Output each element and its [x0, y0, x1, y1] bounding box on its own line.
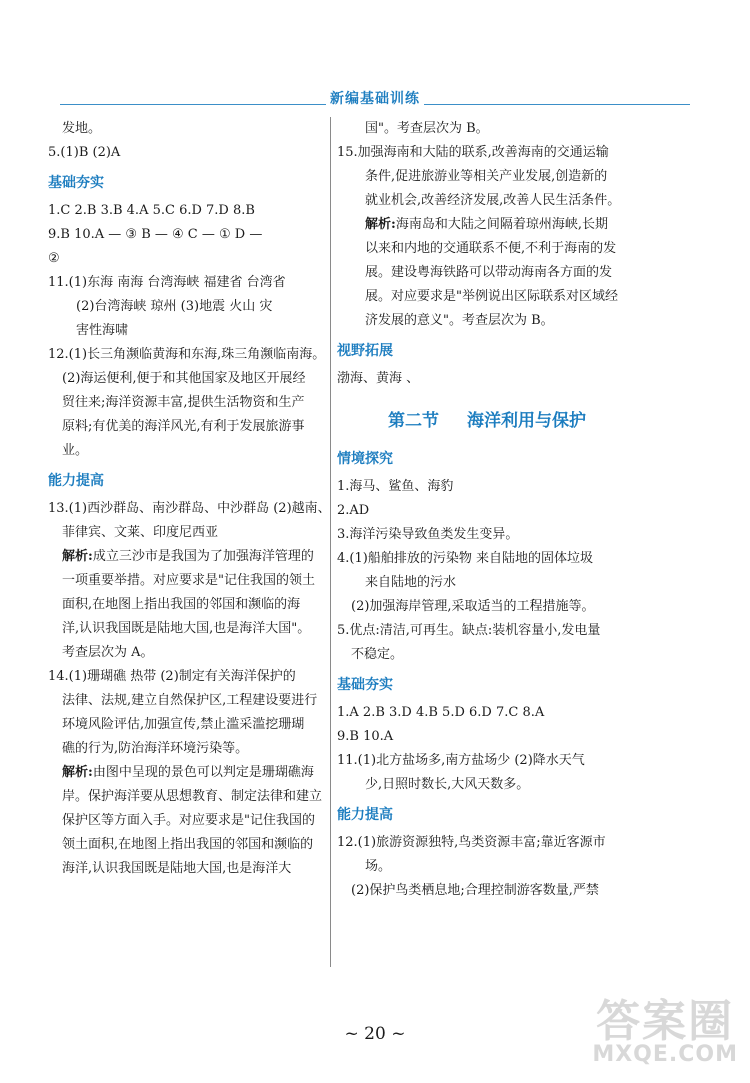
chapter-title: [337, 409, 637, 433]
text-line: 岸。保护海洋要从思想教育、制定法律和建立: [62, 789, 323, 804]
text-line: 法律、法规,建立自然保护区,工程建设要进行: [62, 693, 318, 708]
section-heading: 能力提高: [337, 807, 393, 823]
analysis-label: 解析:: [62, 549, 93, 564]
text-line: 13.(1)西沙群岛、南沙群岛、中沙群岛 (2)越南、: [48, 501, 331, 516]
left-column: [48, 117, 331, 881]
analysis-label: 解析:: [62, 765, 93, 780]
text-line: 少,日照时数长,大风天数多。: [365, 777, 530, 792]
page-header: [0, 88, 750, 112]
text-line: 14.(1)珊瑚礁 热带 (2)制定有关海洋保护的: [48, 669, 296, 684]
section-heading: 能力提高: [48, 473, 104, 489]
watermark-logo-text: 答案圈: [596, 996, 735, 1047]
text-line: 3.海洋污染导致鱼类发生变异。: [337, 527, 519, 542]
text-line: (2)海运便利,便于和其他国家及地区开展经: [62, 371, 306, 386]
section-heading: 基础夯实: [337, 677, 393, 693]
text-line: 业。: [62, 443, 89, 458]
analysis-text: 海南岛和大陆之间隔着琼州海峡,长期: [395, 217, 608, 232]
text-line: 礁的行为,防治海洋环境污染等。: [62, 741, 249, 756]
site-watermark: [592, 996, 738, 1067]
text-line: 12.(1)旅游资源独特,鸟类资源丰富;靠近客源市: [337, 835, 606, 850]
text-line: 9.B 10.A — ③ B — ④ C — ① D —: [48, 227, 263, 242]
text-line: (2)台湾海峡 琼州 (3)地震 火山 灾: [76, 299, 273, 314]
text-line: 2.AD: [337, 503, 370, 518]
text-line: 场。: [365, 859, 392, 874]
text-line: 一项重要举措。对应要求是"记住我国的领土: [62, 573, 315, 588]
text-line: 1.A 2.B 3.D 4.B 5.D 6.D 7.C 8.A: [337, 705, 545, 720]
text-line: 环境风险评估,加强宣传,禁止滥采滥挖珊瑚: [62, 717, 305, 732]
text-line: 济发展的意义"。考查层次为 B。: [365, 313, 554, 328]
text-line: (2)保护鸟类栖息地;合理控制游客数量,严禁: [351, 883, 599, 898]
analysis-line: [337, 213, 637, 237]
text-line: 1.海马、鲨鱼、海豹: [337, 479, 454, 494]
text-line: 海洋,认识我国既是陆地大国,也是海洋大: [62, 861, 292, 876]
text-line: 11.(1)东海 南海 台湾海峡 福建省 台湾省: [48, 275, 286, 290]
text-line: 不稳定。: [351, 647, 404, 662]
header-title: 新编基础训练: [326, 88, 424, 108]
text-line: 4.(1)船舶排放的污染物 来自陆地的固体垃圾: [337, 551, 593, 566]
analysis-label: 解析:: [365, 217, 396, 232]
column-divider: [330, 117, 331, 967]
analysis-line: [48, 761, 328, 785]
text-line: 保护区等方面入手。对应要求是"记住我国的: [62, 813, 315, 828]
analysis-text: 成立三沙市是我国为了加强海洋管理的: [92, 549, 314, 564]
text-line: 国"。考查层次为 B。: [365, 121, 489, 136]
text-line: 展。建设粤海铁路可以带动海南各方面的发: [365, 265, 613, 280]
text-line: 5.(1)B (2)A: [48, 145, 121, 160]
text-line: (2)加强海岸管理,采取适当的工程措施等。: [351, 599, 595, 614]
text-line: 害性海啸: [76, 323, 129, 338]
chapter-number: 第二节: [388, 411, 439, 431]
text-line: 发地。: [62, 121, 102, 136]
section-heading: 视野拓展: [337, 343, 393, 359]
section-heading: 基础夯实: [48, 175, 104, 191]
text-line: 考查层次为 A。: [62, 645, 154, 660]
text-line: ②: [48, 251, 60, 266]
text-line: 12.(1)长三角濒临黄海和东海,珠三角濒临南海。: [48, 347, 326, 362]
text-line: 以来和内地的交通联系不便,不利于海南的发: [365, 241, 617, 256]
text-line: 面积,在地图上指出我国的邻国和濒临的海: [62, 597, 301, 612]
page-number: ~ 20 ~: [344, 1024, 406, 1044]
text-line: 11.(1)北方盐场多,南方盐场少 (2)降水天气: [337, 753, 585, 768]
text-line: 5.优点:清洁,可再生。缺点:装机容量小,发电量: [337, 623, 601, 638]
text-line: 1.C 2.B 3.B 4.A 5.C 6.D 7.D 8.B: [48, 203, 255, 218]
text-line: 就业机会,改善经济发展,改善人民生活条件。: [365, 193, 621, 208]
text-line: 菲律宾、文莱、印度尼西亚: [62, 525, 219, 540]
right-column: [337, 117, 637, 903]
text-line: 9.B 10.A: [337, 729, 394, 744]
text-line: 领土面积,在地图上指出我国的邻国和濒临的: [62, 837, 314, 852]
text-line: 来自陆地的污水: [365, 575, 457, 590]
text-line: 洋,认识我国既是陆地大国,也是海洋大国"。: [62, 621, 311, 636]
text-line: 原料;有优美的海洋风光,有利于发展旅游事: [62, 419, 305, 434]
chapter-name: 海洋利用与保护: [467, 411, 586, 431]
text-line: 渤海、黄海 、: [337, 371, 420, 386]
section-heading: 情境探究: [337, 451, 393, 467]
text-line: 15.加强海南和大陆的联系,改善海南的交通运输: [337, 145, 609, 160]
analysis-text: 由图中呈现的景色可以判定是珊瑚礁海: [92, 765, 314, 780]
watermark-url: MXQE.COM: [592, 1042, 738, 1067]
text-line: 贸往来;海洋资源丰富,提供生活物资和生产: [62, 395, 305, 410]
text-line: 条件,促进旅游业等相关产业发展,创造新的: [365, 169, 608, 184]
text-line: 展。对应要求是"举例说出区际联系对区域经: [365, 289, 618, 304]
analysis-line: [48, 545, 328, 569]
